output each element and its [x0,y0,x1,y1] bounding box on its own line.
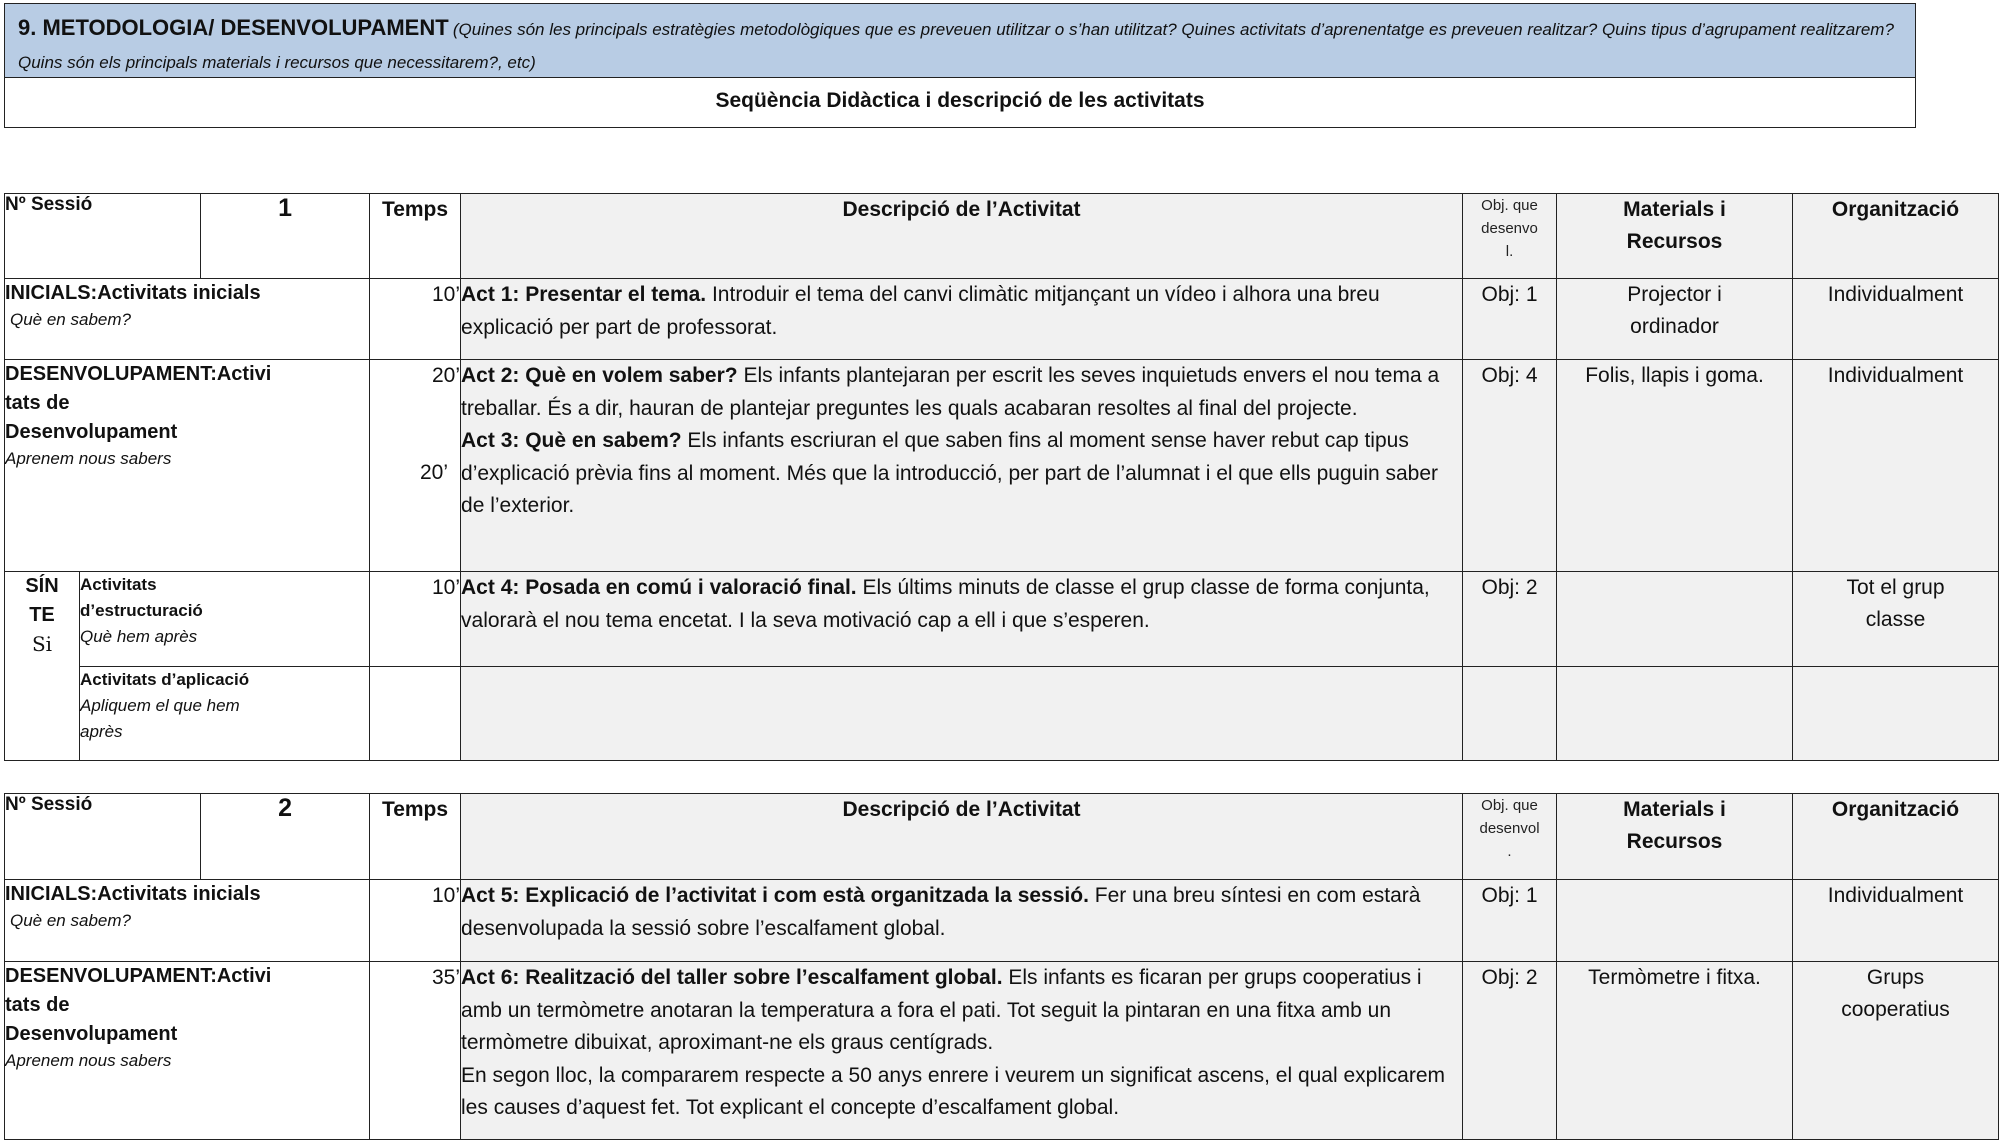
stage-application [80,667,370,761]
activity-title: Act 5: Explicació de l’activitat i com està organitzada la sessió. [461,884,1089,907]
activity-time [370,667,461,761]
stage-name-line: DESENVOLUPAMENT:Activi [5,965,272,987]
session-label: Nº Sessió [5,194,201,279]
activity-title: Act 3: Què en sabem? [461,429,682,452]
synthesis-label-line: SÍN [25,575,59,597]
stage-development [5,360,370,572]
stage-name-line: tats de [5,392,70,414]
materials-header-line: Materials i [1623,198,1726,221]
activity-organization: Individualment [1793,279,1999,360]
stage-name-line: Desenvolupament [5,1023,178,1045]
stage-name-line: tats de [5,994,70,1016]
materials-line: Projector i [1627,283,1722,306]
objective-header-line: desenvol [1479,820,1540,837]
activity-time: 10’ [370,880,461,962]
activity-organization [1793,667,1999,761]
activity-organization [1793,572,1999,667]
activity-text: Fer una breu síntesi en com estarà desenvolupada la sessió sobre l’escalfament global. [461,884,1421,940]
section-subtitle: Seqüència Didàctica i descripció de les activitats [4,78,1916,128]
activity-materials [1557,279,1793,360]
organization-header: Organització [1793,794,1999,880]
materials-header [1557,194,1793,279]
session-label: Nº Sessió [5,794,201,880]
stage-name-line: Activitats [80,575,157,594]
organization-line: classe [1865,608,1926,631]
objective-header-line: . [1507,843,1512,860]
session-number: 2 [201,794,370,880]
organization-line: Grups [1866,966,1925,989]
synthesis-label [5,572,80,761]
activity-description [461,572,1463,667]
synthesis-label-line: TE [29,604,55,626]
stage-subtitle: Què en sabem? [10,310,131,329]
organization-line: cooperatius [1841,998,1950,1021]
activity-time-b: 20’ [419,461,449,484]
activity-objective: Obj: 4 [1463,360,1557,572]
activity-text: En segon lloc, la compararem respecte a 50 anys enrere i veurem un significat ascens, el qual explicarem les causes d’aquest fet. Tot explicant el concepte d’escalfament global. [461,1063,1446,1119]
objective-header-line: desenvo [1481,220,1538,237]
activity-objective: Obj: 1 [1463,880,1557,962]
activity-objective: Obj: 2 [1463,572,1557,667]
table-row [5,667,1999,761]
time-header: Temps [370,794,461,880]
activity-organization: Individualment [1793,880,1999,962]
objective-header-line: Obj. que [1481,197,1538,214]
objective-header-line: Obj. que [1481,797,1538,814]
activity-description [461,962,1463,1140]
table-row [5,360,1999,572]
activity-organization [1793,962,1999,1140]
activity-time: 10’ [370,279,461,360]
activity-description [461,880,1463,962]
stage-subtitle-line: après [80,722,123,741]
activity-materials: Folis, llapis i goma. [1557,360,1793,572]
objective-header [1463,194,1557,279]
activity-text: Els últims minuts de classe el grup classe de forma conjunta, valorarà el nou tema encetat. I la seva motivació cap a ell i que s’esperen. [461,576,1430,632]
activity-time: 10’ [370,572,461,667]
stage-development [5,962,370,1140]
activity-text: Els infants escriuran el que saben fins al moment sense haver rebut cap tipus d’explicació prèvia fins al moment. Més que la introducció, per part de l’alumnat i el que ells puguin saber de l’exterior. [461,429,1439,517]
activity-title: Act 4: Posada en comú i valoració final. [461,576,857,599]
section-header [4,3,1916,127]
materials-header [1557,794,1793,880]
activity-objective [1463,667,1557,761]
table-header-row [5,794,1999,880]
stage-name-line: d’estructuració [80,601,203,620]
activity-materials [1557,667,1793,761]
table-row [5,880,1999,962]
activity-description [461,360,1463,572]
stage-subtitle: Què hem après [80,627,198,646]
section-title-bar [4,3,1916,78]
activity-materials [1557,880,1793,962]
activity-time [370,360,461,572]
section-description: (Quines són les principals estratègies metodològiques que es preveuen utilitzar o s’han utilitzat? Quines activitats d’aprenentatge es preveuen realitzar? Quins tipus d’agrupament realitzarem? Quins són els principals materials i recursos que necessitarem?, etc) [18,20,1894,72]
stage-subtitle: Què en sabem? [10,911,131,930]
table-row [5,572,1999,667]
stage-structuring [80,572,370,667]
stage-name: Activitats d’aplicació [80,670,250,689]
objective-header-line: l. [1505,243,1514,260]
materials-line: ordinador [1630,315,1719,338]
stage-subtitle: Aprenem nous sabers [5,1051,172,1070]
organization-line: Tot el grup [1846,576,1945,599]
activity-time-a: 20’ [431,364,461,387]
stage-initial [5,880,370,962]
activity-objective: Obj: 2 [1463,962,1557,1140]
activity-objective: Obj: 1 [1463,279,1557,360]
stage-subtitle: Aprenem nous sabers [5,449,172,468]
stage-name: INICIALS:Activitats inicials [5,282,261,304]
table-row [5,279,1999,360]
table-header-row [5,194,1999,279]
materials-header-line: Recursos [1626,230,1723,253]
session-number: 1 [201,194,370,279]
description-header: Descripció de l’Activitat [461,794,1463,880]
activity-materials: Termòmetre i fitxa. [1557,962,1793,1140]
activity-text: Introduir el tema del canvi climàtic mitjançant un vídeo i alhora una breu explicació per part de professorat. [461,283,1380,339]
stage-initial [5,279,370,360]
activity-description [461,667,1463,761]
activity-organization: Individualment [1793,360,1999,572]
activity-text: Els infants plantejaran per escrit les seves inquietuds envers el nou tema a treballar. És a dir, hauran de plantejar preguntes les quals acabaran resoltes al final del projecte. [461,364,1440,420]
activity-text: Els infants es ficaran per grups cooperatius i amb un termòmetre anotaran la temperatura a fora el pati. Tot seguit la pintaran en una fitxa amb un termòmetre dibuixat, aproximant-ne els graus centígrads. [461,966,1422,1054]
materials-header-line: Materials i [1623,798,1726,821]
organization-header: Organització [1793,194,1999,279]
section-title: 9. METODOLOGIA/ DESENVOLUPAMENT [18,15,449,40]
session-2-table [4,793,1999,1140]
table-row [5,962,1999,1140]
activity-materials [1557,572,1793,667]
objective-header [1463,794,1557,880]
description-header: Descripció de l’Activitat [461,194,1463,279]
activity-time: 35’ [370,962,461,1140]
activity-description [461,279,1463,360]
stage-name-line: Desenvolupament [5,421,178,443]
activity-title: Act 1: Presentar el tema. [461,283,707,306]
time-header: Temps [370,194,461,279]
stage-subtitle-line: Apliquem el que hem [80,696,240,715]
activity-title: Act 6: Realització del taller sobre l’escalfament global. [461,966,1003,989]
materials-header-line: Recursos [1626,830,1723,853]
synthesis-label-line: Si [31,632,53,656]
activity-title: Act 2: Què en volem saber? [461,364,738,387]
stage-name-line: DESENVOLUPAMENT:Activi [5,363,272,385]
session-1-table [4,193,1999,761]
stage-name: INICIALS:Activitats inicials [5,883,261,905]
